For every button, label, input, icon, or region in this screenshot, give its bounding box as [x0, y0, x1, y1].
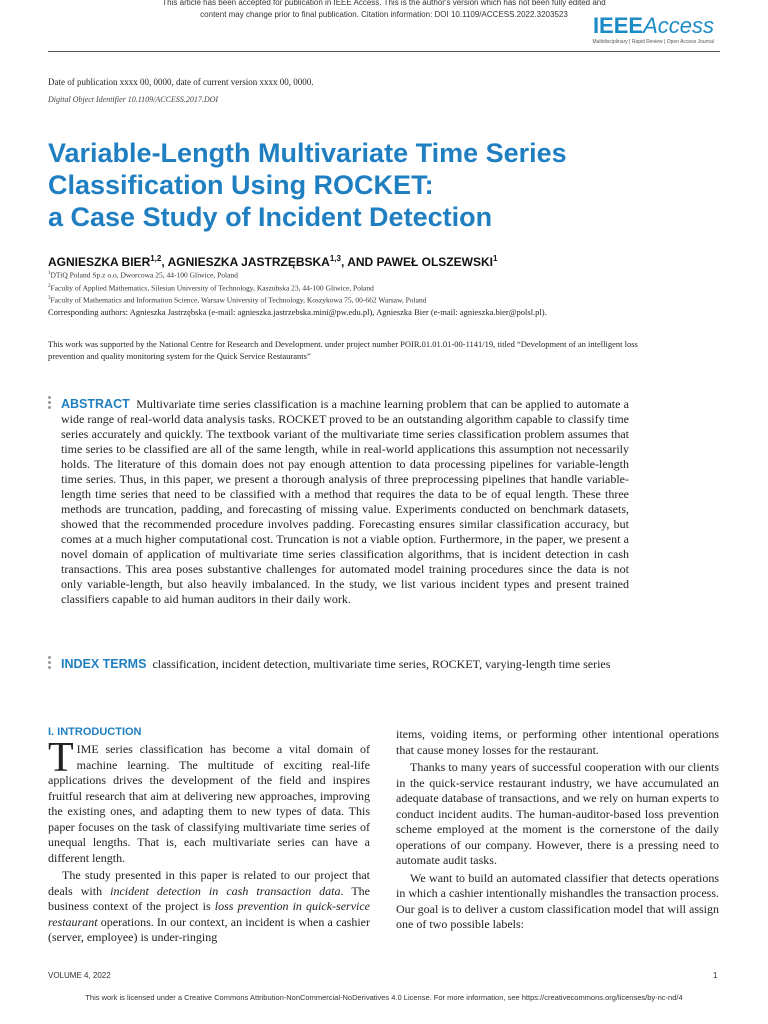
- publication-date: Date of publication xxxx 00, 0000, date of current version xxxx 00, 0000.: [48, 77, 314, 87]
- logo-ieee-text: IEEE: [592, 13, 644, 38]
- index-terms-dots-icon: [48, 656, 51, 671]
- author-name: AGNIESZKA BIER: [48, 255, 151, 269]
- emphasis-text: incident detection in cash transaction data: [110, 883, 341, 898]
- intro-paragraph-1-text: IME series classification has become a vital domain of machine learning. The multitude of exciting real-life applications drives the development of the field and inspires fruitful research that aim at delivering new approaches, improving the existing ones, and adapting them to new types of data. This paper focuses on the task of classifying multivariate time series of unequal lengths. That is, each multivariate series can have a different length.: [48, 742, 370, 865]
- title-line-2: Classification Using ROCKET:: [48, 170, 434, 200]
- publication-notice-line-2: content may change prior to final publication. Citation information: DOI 10.1109/ACCESS.2022.3203523: [200, 10, 568, 19]
- index-terms-text: classification, incident detection, multivariate time series, ROCKET, varying-length time series: [152, 657, 611, 671]
- paper-title: [48, 137, 708, 233]
- logo-wordmark: [592, 14, 714, 38]
- index-terms-heading: INDEX TERMS: [61, 657, 147, 671]
- author-name: AND PAWEŁ OLSZEWSKI: [347, 255, 493, 269]
- corresponding-authors: Corresponding authors: Agnieszka Jastrzębska (e-mail: agnieszka.jastrzebska.mini@pw.edu.pl), Agnieszka Bier (e-mail: agnieszka.bier@polsl.pl).: [48, 307, 547, 317]
- title-line-1: Variable-Length Multivariate Time Series: [48, 138, 567, 168]
- author-affiliation-mark: 1,3: [329, 254, 341, 263]
- abstract-heading: ABSTRACT: [61, 397, 130, 411]
- section-heading-introduction: I. INTRODUCTION: [48, 726, 142, 738]
- left-column: [48, 735, 371, 946]
- affiliation-2: $^2$Faculty of Applied Mathematics, Silesian University of Technology, Kaszubska 23, 44-100 Gliwice, Poland: [48, 283, 374, 292]
- intro-paragraph-3: Thanks to many years of successful cooperation with our clients in the quick-service restaurant industry, we have accumulated an adequate database of transactions, and we rely on human experts to conduct incident audits. The human-auditor-based loss prevention scheme employed at the moment is the cornerstone of the daily operations of our company. However, there is a pressing need to automate audit tasks.: [396, 760, 719, 867]
- emphasis-text: loss prevention in quick-service restaurant: [48, 899, 371, 929]
- affiliation-3: $^3$Faculty of Mathematics and Information Science, Warsaw University of Technology, Koszykowa 75, 00-662 Warsaw, Poland: [48, 295, 427, 305]
- abstract: [61, 397, 629, 607]
- doi-line: Digital Object Identifier 10.1109/ACCESS.2017.DOI: [48, 95, 219, 104]
- publication-notice-line-1: This article has been accepted for publication in IEEE Access. This is the author's version which has not been fully edited and: [162, 0, 606, 7]
- affiliation-1: $^1$DTiQ Poland Sp.z o.o, Dworcowa 25, 44-100 Gliwice, Poland: [48, 270, 238, 280]
- intro-paragraph-continued: items, voiding items, or performing other intentional operations that cause money losses for the restaurant.: [396, 727, 719, 757]
- abstract-dots-icon: [48, 396, 51, 411]
- author-name: AGNIESZKA JASTRZĘBSKA: [167, 255, 330, 269]
- page-number: 1: [713, 971, 718, 980]
- right-column: [396, 727, 719, 933]
- funding-statement: This work was supported by the National Centre for Research and Development. under project number POIR.01.01.01-00-1141/19, titled “Development of an intelligent loss prevention and quality monitoring system for the Quick Service Restaurants”: [48, 339, 638, 361]
- logo-access-text: Access: [643, 13, 714, 38]
- intro-paragraph-1: [48, 735, 370, 866]
- author-affiliation-mark: 1,2: [150, 254, 162, 263]
- license-notice: This work is licensed under a Creative Commons Attribution-NonCommercial-NoDerivatives 4.0 License. For more information, see https://creativecommons.org/licenses/by-nc-nd/4: [85, 993, 683, 1002]
- author-affiliation-mark: 1: [492, 254, 498, 263]
- index-terms: [61, 657, 629, 672]
- author-list: AGNIESZKA BIER$^{1,2}$, AGNIESZKA JASTRZĘBSKA$^{1,3}$, AND PAWEŁ OLSZEWSKI$^1$: [48, 254, 498, 269]
- affiliations: [48, 268, 426, 306]
- drop-cap: T: [48, 735, 74, 781]
- intro-paragraph-4: We want to build an automated classifier that detects operations in which a cashier intentionally mishandles the transaction process. Our goal is to deliver a custom classification model that will assign one of two possible labels:: [396, 870, 719, 931]
- header-rule: [48, 51, 720, 52]
- abstract-text: Multivariate time series classification is a machine learning problem that can be applied to automate a wide range of real-world data analysis tasks. ROCKET proved to be an outstanding algorithm capable to classify time series accurately and quickly. The textbook variant of the multivariate time series classification problem assumes that time series to be classified are all of the same length, while in real-world applications this assumption not necessarily holds. The literature of this domain does not pay enough attention to data processing pipelines for variable-length time series. Thus, in this paper, we present a thorough analysis of three preprocessing pipelines that handle variable-length time series that need to be classified with a method that requires the data to be of equal length. These three methods are truncation, padding, and forecasting of missing value. Experiments conducted on benchmark datasets, showed that the recommended procedure involves padding. Forecasting ensures similar classification accuracy, but comes at a much higher computational cost. Truncation is not a viable option. Furthermore, in the paper, we present a novel domain of application of multivariate time series classification algorithms, that is incident detection in cash transactions. This area poses substantive challenges for automated model training procedures since the data is not only variable-length, but also heavily imbalanced. In the study, we list various incident types and present trained classifiers capable to aid human auditors in their daily work.: [61, 397, 630, 606]
- intro-paragraph-2: The study presented in this paper is related to our project that deals with incident detection in cash transaction data. The business context of the project is loss prevention in quick-service restaurant operations. In our context, an incident is when a cashier (server, employee) is under-ringing: [48, 868, 371, 944]
- title-line-3: a Case Study of Incident Detection: [48, 202, 493, 232]
- ieee-access-logo: [592, 14, 714, 45]
- volume-label: VOLUME 4, 2022: [48, 971, 111, 980]
- logo-tagline: Multidisciplinary | Rapid Review | Open Access Journal: [592, 39, 714, 45]
